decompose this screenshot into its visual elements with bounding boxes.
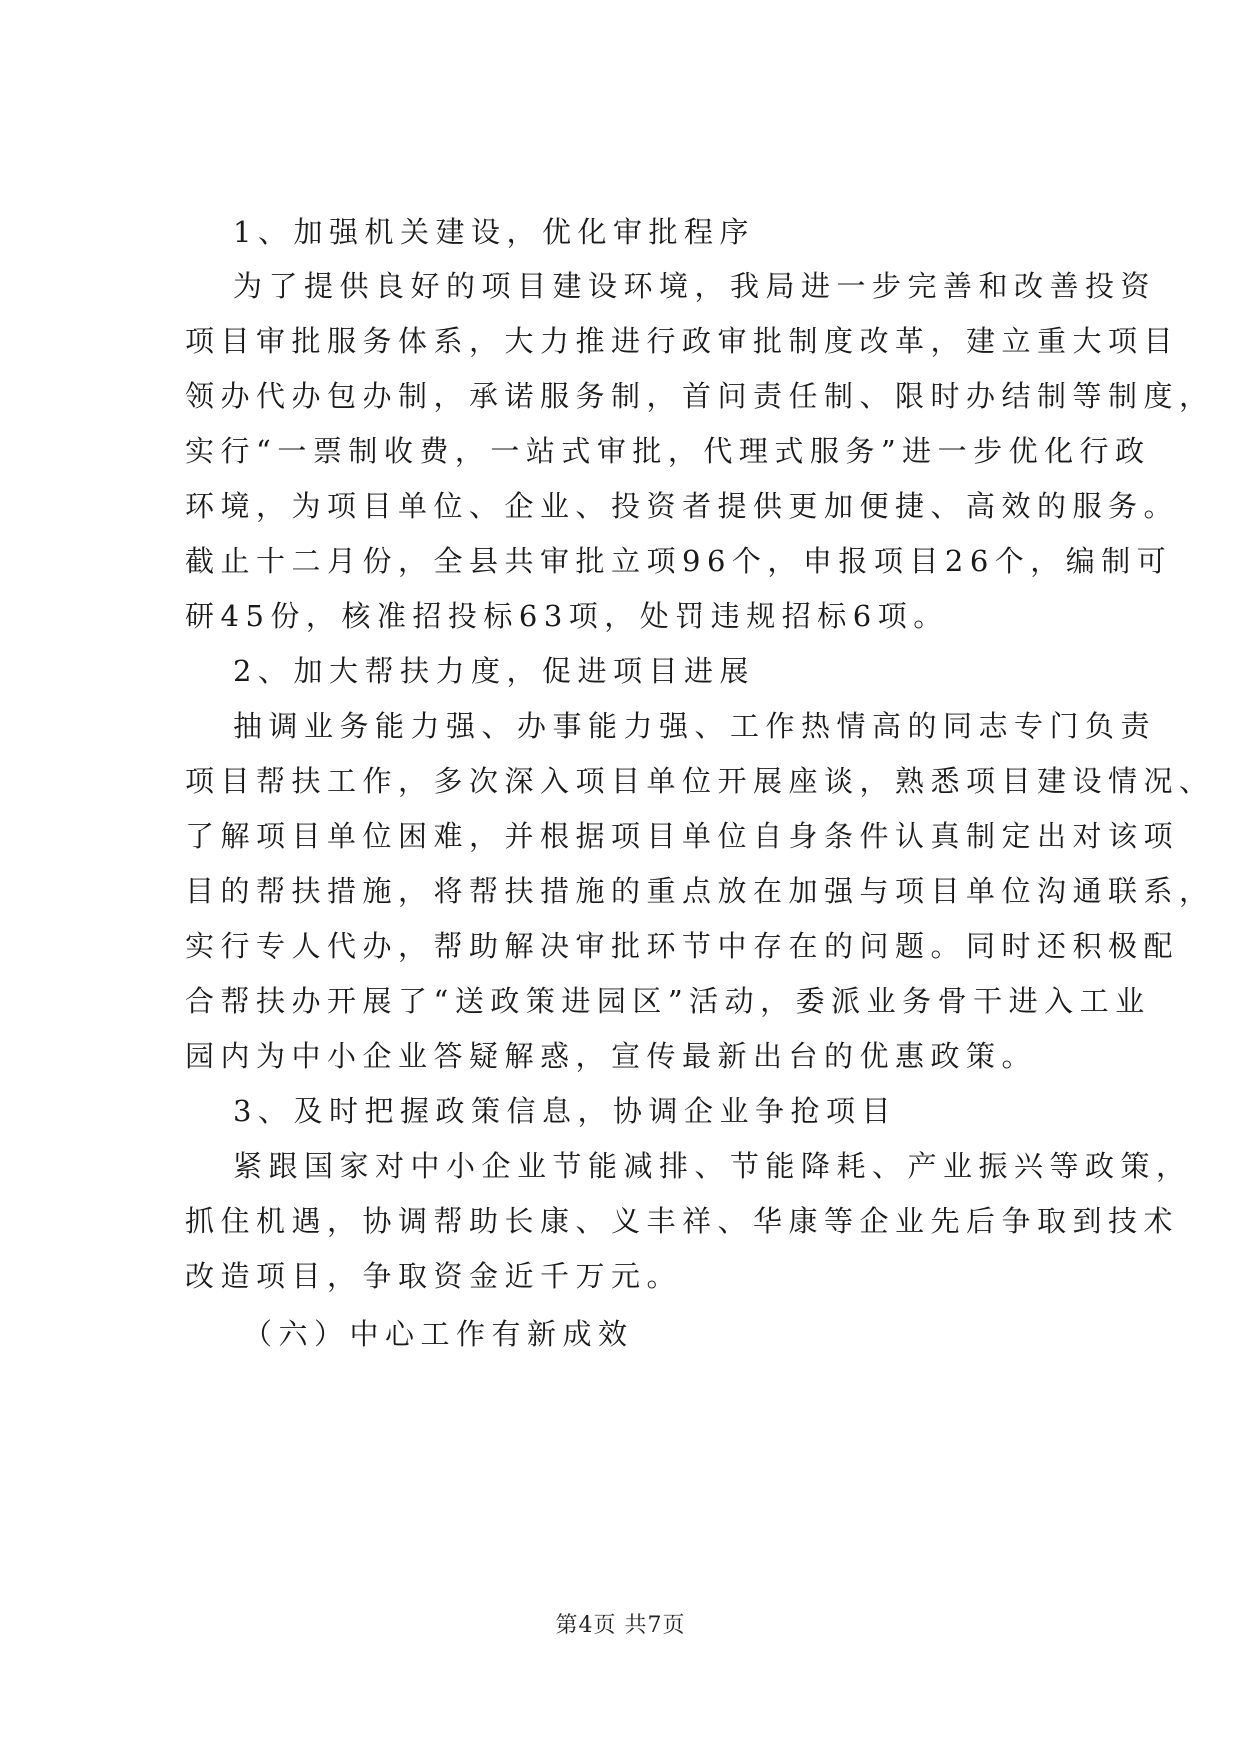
section-heading-6: （六）中心工作有新成效 — [243, 1317, 634, 1351]
paragraph-line: 研45份，核准招投标63项，处罚违规招标6项。 — [185, 599, 949, 633]
paragraph-line: 目的帮扶措施，将帮扶措施的重点放在加强与项目单位沟通联系， — [185, 874, 1215, 908]
section-heading-1: 1、加强机关建设，优化审批程序 — [233, 215, 755, 249]
paragraph-line: 了解项目单位困难，并根据项目单位自身条件认真制定出对该项 — [185, 819, 1180, 853]
paragraph-line: 合帮扶办开展了“送政策进园区”活动，委派业务骨干进入工业 — [185, 984, 1151, 1018]
paragraph-line: 园内为中小企业答疑解惑，宣传最新出台的优惠政策。 — [185, 1039, 1038, 1073]
paragraph-line: 项目帮扶工作，多次深入项目单位开展座谈，熟悉项目建设情况、 — [185, 764, 1215, 798]
page-number-footer: 第4页 共7页 — [555, 1613, 686, 1638]
paragraph-line: 领办代办包办制，承诺服务制，首问责任制、限时办结制等制度， — [185, 379, 1215, 413]
paragraph-line: 抓住机遇，协调帮助长康、义丰祥、华康等企业先后争取到技术 — [185, 1204, 1180, 1238]
paragraph-line: 项目审批服务体系，大力推进行政审批制度改革，建立重大项目 — [185, 324, 1180, 358]
paragraph-line: 环境，为项目单位、企业、投资者提供更加便捷、高效的服务。 — [185, 489, 1180, 523]
paragraph-line: 为了提供良好的项目建设环境，我局进一步完善和改善投资 — [233, 269, 1157, 303]
paragraph-line: 抽调业务能力强、办事能力强、工作热情高的同志专门负责 — [233, 709, 1157, 743]
section-heading-3: 3、及时把握政策信息，协调企业争抢项目 — [233, 1094, 897, 1128]
paragraph-line: 改造项目，争取资金近千万元。 — [185, 1259, 683, 1293]
section-heading-2: 2、加大帮扶力度，促进项目进展 — [233, 654, 755, 688]
paragraph-line: 实行专人代办，帮助解决审批环节中存在的问题。同时还积极配 — [185, 929, 1180, 963]
paragraph-line: 实行“一票制收费，一站式审批，代理式服务”进一步优化行政 — [185, 434, 1151, 468]
paragraph-line: 紧跟国家对中小企业节能减排、节能降耗、产业振兴等政策， — [233, 1149, 1192, 1183]
paragraph-line: 截止十二月份，全县共审批立项96个，申报项目26个，编制可 — [185, 544, 1173, 578]
